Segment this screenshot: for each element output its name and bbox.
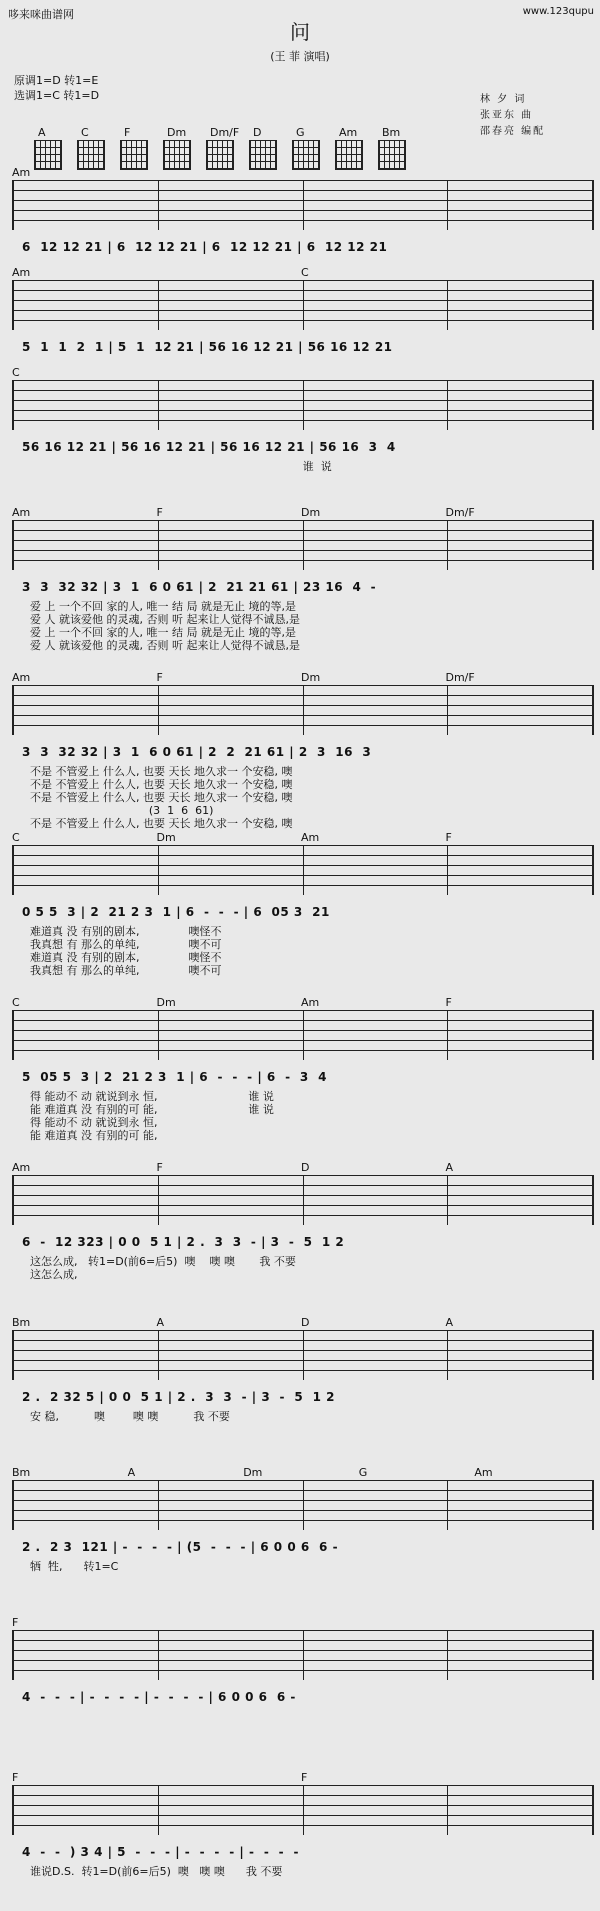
chord-diagram bbox=[292, 140, 320, 170]
tab-staff bbox=[12, 1480, 594, 1530]
score-system bbox=[12, 1466, 590, 1600]
system-chord-label: Dm bbox=[301, 671, 321, 684]
bar-line bbox=[158, 180, 159, 230]
system-chord-label: G bbox=[358, 1466, 368, 1479]
chord-name: Dm bbox=[167, 126, 187, 139]
singer-line: (王 菲 演唱) bbox=[270, 50, 330, 63]
jianpu-notes: 4 - - - | - - - - | - - - - | 6 0 0 6 6 - bbox=[22, 1690, 296, 1704]
system-chord-label: D bbox=[301, 1316, 310, 1329]
bar-line bbox=[158, 685, 159, 735]
score-system bbox=[12, 996, 590, 1142]
lyric-line: 爱 人 就该爱他 的灵魂, 否则 听 起来让人觉得不诚恳,是 bbox=[30, 613, 300, 626]
site-url: www.123qupu bbox=[522, 6, 594, 17]
score-system bbox=[12, 831, 590, 977]
bar-line bbox=[447, 1010, 448, 1060]
system-chord-label: Am bbox=[301, 996, 320, 1009]
composer: 张亚东 曲 bbox=[480, 110, 534, 121]
chord-name: Bm bbox=[382, 126, 401, 139]
tab-staff bbox=[12, 1630, 594, 1680]
system-chord-label: A bbox=[127, 1466, 136, 1479]
system-chord-label: A bbox=[445, 1316, 454, 1329]
system-chord-label: D bbox=[301, 1161, 310, 1174]
chord-diagram bbox=[335, 140, 363, 170]
chord-diagram bbox=[120, 140, 148, 170]
score-system bbox=[12, 506, 590, 652]
bar-line bbox=[158, 1175, 159, 1225]
site-name: 哆来咪曲谱网 bbox=[8, 8, 74, 21]
jianpu-notes: 56 16 12 21 | 56 16 12 21 | 56 16 12 21 | 56 16 3 4 bbox=[22, 440, 396, 454]
system-chord-label: Dm bbox=[243, 1466, 263, 1479]
bar-line bbox=[303, 380, 304, 430]
lyric-line: 难道真 没 有别的剧本, 噢怪不 bbox=[30, 925, 222, 938]
lyric-line: 得 能动不 动 就说到永 恒, bbox=[30, 1116, 158, 1129]
chord-name: C bbox=[81, 126, 89, 139]
chord-diagram bbox=[378, 140, 406, 170]
score-system bbox=[12, 1771, 590, 1905]
system-chord-label: F bbox=[12, 1616, 19, 1629]
lyric-line: 得 能动不 动 就说到永 恒, 谁 说 bbox=[30, 1090, 274, 1103]
bar-line bbox=[158, 520, 159, 570]
lyric-line: 不是 不管爱上 什么人, 也要 天长 地久求一 个安稳, 噢 bbox=[30, 778, 293, 791]
jianpu-notes: 5 05 5 3 | 2 21 2 3 1 | 6 - - - | 6 - 3 4 bbox=[22, 1070, 327, 1084]
system-chord-label: A bbox=[445, 1161, 454, 1174]
jianpu-notes: 6 12 12 21 | 6 12 12 21 | 6 12 12 21 | 6 12 12 21 bbox=[22, 240, 388, 254]
system-chord-label: C bbox=[12, 831, 20, 844]
lyric-line: 难道真 没 有别的剧本, 噢怪不 bbox=[30, 951, 222, 964]
bar-line bbox=[158, 1480, 159, 1530]
bar-line bbox=[303, 1785, 304, 1835]
lyric-line: 不是 不管爱上 什么人, 也要 天长 地久求一 个安稳, 噢 bbox=[30, 791, 293, 804]
bar-line bbox=[303, 685, 304, 735]
bar-line bbox=[447, 685, 448, 735]
bar-line bbox=[303, 180, 304, 230]
tab-staff bbox=[12, 520, 594, 570]
bar-line bbox=[447, 1330, 448, 1380]
bar-line bbox=[303, 1175, 304, 1225]
bar-line bbox=[447, 1480, 448, 1530]
lyric-line: 不是 不管爱上 什么人, 也要 天长 地久求一 个安稳, 噢 bbox=[30, 817, 293, 830]
system-chord-label: Dm bbox=[156, 831, 176, 844]
lyric-line: 我真想 有 那么的单纯, 噢不可 bbox=[30, 938, 222, 951]
bar-line bbox=[447, 380, 448, 430]
lyric-line: 不是 不管爱上 什么人, 也要 天长 地久求一 个安稳, 噢 bbox=[30, 765, 293, 778]
tab-staff bbox=[12, 1785, 594, 1835]
bar-line bbox=[303, 845, 304, 895]
system-chord-label: F bbox=[445, 831, 452, 844]
lyric-line: 谁 说 bbox=[30, 460, 332, 473]
system-chord-label: Am bbox=[12, 166, 31, 179]
bar-line bbox=[303, 1330, 304, 1380]
bar-line bbox=[447, 1175, 448, 1225]
lyricist: 林 夕 词 bbox=[480, 94, 527, 105]
system-chord-label: Dm/F bbox=[445, 506, 475, 519]
bar-line bbox=[158, 1330, 159, 1380]
chord-diagram bbox=[206, 140, 234, 170]
chord-name: D bbox=[253, 126, 262, 139]
bar-line bbox=[303, 520, 304, 570]
bar-line bbox=[158, 380, 159, 430]
system-chord-label: F bbox=[156, 1161, 163, 1174]
score-system bbox=[12, 1616, 590, 1750]
bar-line bbox=[158, 1630, 159, 1680]
bar-line bbox=[303, 280, 304, 330]
chord-diagram bbox=[249, 140, 277, 170]
system-chord-label: Am bbox=[12, 506, 31, 519]
system-chord-label: F bbox=[301, 1771, 308, 1784]
tab-staff bbox=[12, 180, 594, 230]
chord-name: G bbox=[296, 126, 305, 139]
original-key: 原调1=D 转1=E bbox=[14, 74, 99, 87]
system-chord-label: F bbox=[156, 671, 163, 684]
bar-line bbox=[447, 1785, 448, 1835]
chord-diagram bbox=[163, 140, 191, 170]
jianpu-notes: 3 3 32 32 | 3 1 6 0 61 | 2 21 21 61 | 23 16 4 - bbox=[22, 580, 377, 594]
bar-line bbox=[158, 1010, 159, 1060]
jianpu-notes: 6 - 12 323 | 0 0 5 1 | 2 . 3 3 - | 3 - 5 1 2 bbox=[22, 1235, 345, 1249]
lyric-line: 牺 牲, 转1=C bbox=[30, 1560, 119, 1573]
system-chord-label: Dm bbox=[156, 996, 176, 1009]
bar-line bbox=[158, 1785, 159, 1835]
system-chord-label: C bbox=[12, 366, 20, 379]
chord-name: F bbox=[124, 126, 131, 139]
lyric-line: 能 难道真 没 有别的可 能, 谁 说 bbox=[30, 1103, 274, 1116]
jianpu-notes: 5 1 1 2 1 | 5 1 12 21 | 56 16 12 21 | 56 16 12 21 bbox=[22, 340, 393, 354]
system-chord-label: Am bbox=[12, 266, 31, 279]
lyric-line: 我真想 有 那么的单纯, 噢不可 bbox=[30, 964, 222, 977]
bar-line bbox=[158, 845, 159, 895]
transposed-key: 选调1=C 转1=D bbox=[14, 89, 100, 102]
jianpu-notes: 2 . 2 3 121 | - - - - | (5 - - - | 6 0 0 6 6 - bbox=[22, 1540, 339, 1554]
tab-staff bbox=[12, 280, 594, 330]
jianpu-notes: 2 . 2 32 5 | 0 0 5 1 | 2 . 3 3 - | 3 - 5 1 2 bbox=[22, 1390, 335, 1404]
score-system bbox=[12, 1316, 590, 1450]
bar-line bbox=[447, 180, 448, 230]
lyric-line: 爱 上 一个不回 家的人, 唯一 结 局 就是无止 境的等,是 bbox=[30, 626, 296, 639]
bar-line bbox=[158, 280, 159, 330]
system-chord-label: Am bbox=[12, 671, 31, 684]
lyric-line: 这怎么成, bbox=[30, 1268, 78, 1281]
system-chord-label: Am bbox=[474, 1466, 493, 1479]
system-chord-label: Am bbox=[12, 1161, 31, 1174]
lyric-line: 爱 上 一个不回 家的人, 唯一 结 局 就是无止 境的等,是 bbox=[30, 600, 296, 613]
jianpu-notes: 3 3 32 32 | 3 1 6 0 61 | 2 2 21 61 | 2 3 16 3 bbox=[22, 745, 372, 759]
tab-staff bbox=[12, 685, 594, 735]
bar-line bbox=[303, 1630, 304, 1680]
system-chord-label: C bbox=[301, 266, 309, 279]
chord-name: A bbox=[38, 126, 46, 139]
chord-diagram bbox=[34, 140, 62, 170]
bar-line bbox=[303, 1010, 304, 1060]
lyric-line: 能 难道真 没 有别的可 能, bbox=[30, 1129, 158, 1142]
system-chord-label: Dm bbox=[301, 506, 321, 519]
tab-staff bbox=[12, 1330, 594, 1380]
tab-staff bbox=[12, 380, 594, 430]
system-chord-label: F bbox=[12, 1771, 19, 1784]
chord-name: Am bbox=[339, 126, 358, 139]
system-chord-label: Bm bbox=[12, 1466, 31, 1479]
lyric-line: 这怎么成, 转1=D(前6=后5) 噢 噢 噢 我 不要 bbox=[30, 1255, 296, 1268]
jianpu-notes: 4 - - ) 3 4 | 5 - - - | - - - - | - - - - bbox=[22, 1845, 299, 1859]
system-chord-label: C bbox=[12, 996, 20, 1009]
tab-staff bbox=[12, 845, 594, 895]
lyric-line: 爱 人 就该爱他 的灵魂, 否则 听 起来让人觉得不诚恳,是 bbox=[30, 639, 300, 652]
system-chord-label: F bbox=[445, 996, 452, 1009]
score-system bbox=[12, 366, 590, 500]
song-title: 问 bbox=[290, 20, 310, 44]
system-chord-label: Bm bbox=[12, 1316, 31, 1329]
bar-line bbox=[447, 845, 448, 895]
chord-diagram bbox=[77, 140, 105, 170]
jianpu-notes: 0 5 5 3 | 2 21 2 3 1 | 6 - - - | 6 05 3 21 bbox=[22, 905, 330, 919]
bar-line bbox=[447, 520, 448, 570]
lyric-line: 谁说D.S. 转1=D(前6=后5) 噢 噢 噢 我 不要 bbox=[30, 1865, 283, 1878]
system-chord-label: Dm/F bbox=[445, 671, 475, 684]
bar-line bbox=[303, 1480, 304, 1530]
bar-line bbox=[447, 280, 448, 330]
system-chord-label: Am bbox=[301, 831, 320, 844]
tab-staff bbox=[12, 1175, 594, 1225]
lyric-line: (3 1 6 61) bbox=[30, 804, 214, 817]
tab-staff bbox=[12, 1010, 594, 1060]
lyric-line: 安 稳, 噢 噢 噢 我 不要 bbox=[30, 1410, 230, 1423]
system-chord-label: A bbox=[156, 1316, 165, 1329]
arranger: 邵春亮 编配 bbox=[480, 126, 546, 137]
score-system bbox=[12, 671, 590, 830]
bar-line bbox=[447, 1630, 448, 1680]
score-system bbox=[12, 1161, 590, 1295]
chord-name: Dm/F bbox=[210, 126, 240, 139]
system-chord-label: F bbox=[156, 506, 163, 519]
